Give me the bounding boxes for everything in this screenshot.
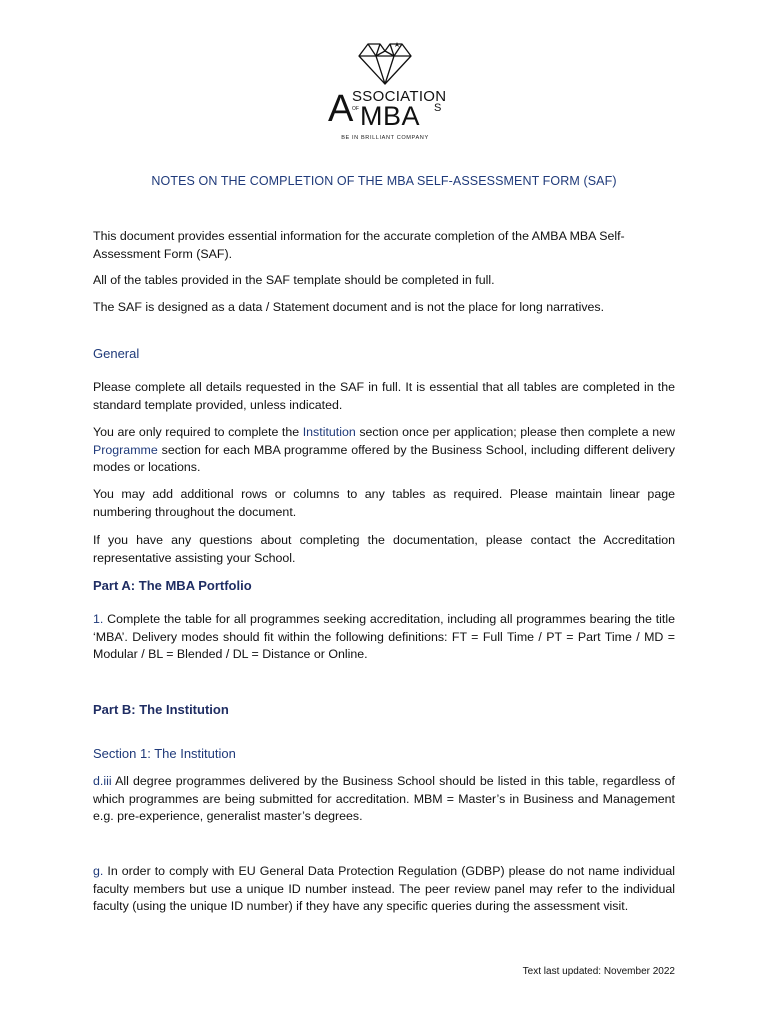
part-b-heading: Part B: The Institution <box>93 702 229 717</box>
part-b-item-g <box>93 863 675 916</box>
general-p2-text-a: You are only required to complete the <box>93 425 303 439</box>
item-diii-text: All degree programmes delivered by the Business School should be listed in this table, regardless of which programmes are being submitted for accreditation. MBM = Master’s in Business and Management e.g. pre-experience, generalist master’s degrees. <box>93 774 675 824</box>
logo-tagline: BE IN BRILLIANT COMPANY <box>341 135 429 141</box>
general-paragraph-3: You may add additional rows or columns to any tables as required. Please maintain linear page numbering throughout the document. <box>93 487 675 519</box>
logo-mba: MBA <box>360 101 421 131</box>
logo-of: OF <box>352 106 359 112</box>
item-g-text: In order to comply with EU General Data Protection Regulation (GDBP) please do not name individual faculty members but use a unique ID number instead. The peer review panel may refer to the individual faculty (using the unique ID number) if they have any specific queries during the assessment visit. <box>93 864 675 914</box>
intro-paragraph-3: The SAF is designed as a data / Statement document and is not the place for long narratives. <box>93 300 605 314</box>
part-a-item-1-number: 1. <box>93 612 104 626</box>
general-paragraph-1: Please complete all details requested in the SAF in full. It is essential that all tables are completed in the standard template provided, unless indicated. <box>93 380 675 412</box>
institution-link: Institution <box>302 425 356 439</box>
part-a-item-1-text: Complete the table for all programmes seeking accreditation, including all programmes bearing the title ‘MBA’. Delivery modes should fit within the following definitions: FT = Full Time / PT = Part Time / MD = Modular / BL = Blended / DL = Distance or Online. <box>93 612 675 662</box>
part-a-item-1 <box>93 611 675 664</box>
general-p2-text-c: section for each MBA programme offered by the Business School, including different delivery modes or locations. <box>93 442 675 475</box>
intro-paragraph-1: This document provides essential information for the accurate completion of the AMBA MBA Self-Assessment Form (SAF). <box>93 229 625 261</box>
intro-paragraph-2: All of the tables provided in the SAF template should be completed in full. <box>93 273 495 287</box>
logo-letter-a: A <box>328 88 354 130</box>
programme-link: Programme <box>93 442 158 457</box>
amba-logo <box>326 42 447 148</box>
footer-last-updated: Text last updated: November 2022 <box>522 966 675 977</box>
item-g-label: g. <box>93 864 104 878</box>
part-b-item-diii <box>93 773 675 826</box>
logo-s: S <box>434 102 442 114</box>
heart-diamond-icon <box>326 42 444 88</box>
general-heading: General <box>93 346 140 361</box>
item-diii-label: d.iii <box>93 774 112 788</box>
document-title: NOTES ON THE COMPLETION OF THE MBA SELF-ASSESSMENT FORM (SAF) <box>151 174 617 188</box>
section-1-heading: Section 1: The Institution <box>93 746 236 761</box>
part-a-heading: Part A: The MBA Portfolio <box>93 578 252 593</box>
general-paragraph-2 <box>93 424 675 477</box>
general-p2-text-b: section once per application; please then complete a new <box>355 425 675 439</box>
logo-association: SSOCIATION <box>352 88 447 105</box>
general-paragraph-4: If you have any questions about completing the documentation, please contact the Accreditation representative assisting your School. <box>93 533 675 565</box>
